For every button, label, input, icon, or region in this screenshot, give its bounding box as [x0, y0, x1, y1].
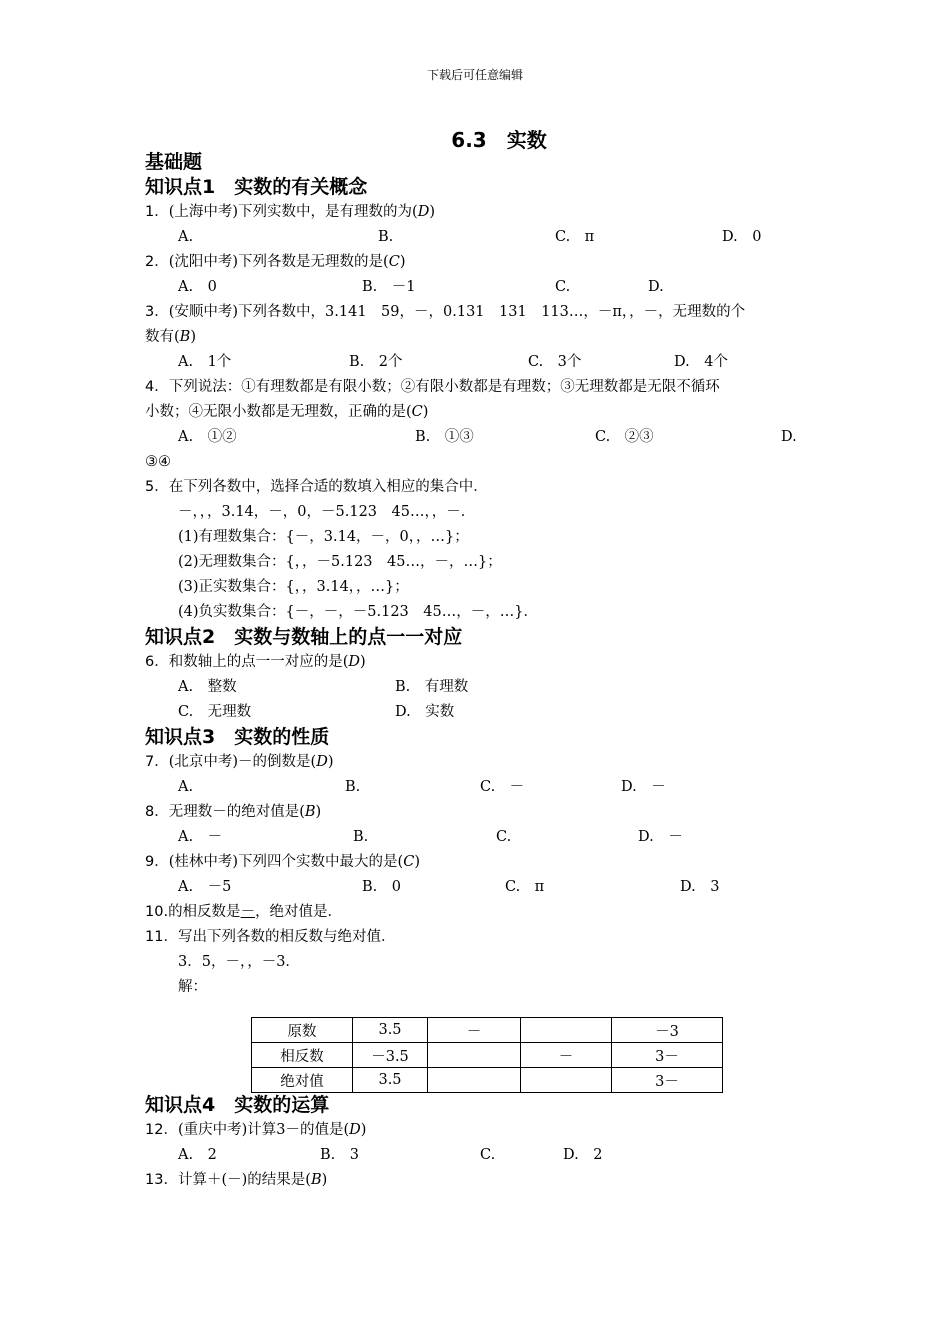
- knowledge-point-1-heading: 知识点1 实数的有关概念: [145, 176, 368, 198]
- question-4-option-d-wrap: ③④: [145, 454, 171, 470]
- question-9-options: [145, 875, 810, 900]
- table-cell: [521, 1068, 612, 1093]
- option-a: A. ①②: [178, 429, 237, 445]
- table-cell: 3.5: [353, 1018, 428, 1043]
- answer: C: [411, 404, 423, 420]
- knowledge-point-3-heading: 知识点3 实数的性质: [145, 726, 330, 748]
- table-row: [252, 1068, 723, 1093]
- option-b: B.: [378, 229, 394, 245]
- option-a: A. 整数: [178, 679, 237, 695]
- table-cell: 原数: [252, 1018, 353, 1043]
- question-7: 7．(北京中考)－的倒数是(D): [145, 754, 334, 770]
- question-11-number-list: 3．5，－，，－3．: [178, 954, 300, 970]
- option-d: D. 实数: [395, 704, 455, 720]
- answer: B: [310, 1172, 322, 1188]
- option-d: D. 4个: [674, 354, 728, 370]
- answer: C: [403, 854, 415, 870]
- answer: B: [179, 329, 191, 345]
- answer: D: [417, 204, 430, 220]
- option-a: A. 2: [178, 1147, 217, 1163]
- table-cell: －: [428, 1018, 521, 1043]
- question-3-options: [145, 350, 810, 375]
- option-b: B. 0: [362, 879, 401, 895]
- option-a: A.: [178, 229, 194, 245]
- option-a: A. 1个: [178, 354, 232, 370]
- option-c: C.: [555, 279, 571, 295]
- table-cell: 3.5: [353, 1068, 428, 1093]
- table-cell: 3－: [612, 1068, 723, 1093]
- option-a: A.: [178, 779, 194, 795]
- answer: D: [349, 1122, 361, 1138]
- option-d: D. －: [638, 829, 683, 845]
- option-b: B.: [353, 829, 369, 845]
- option-d: D. 2: [563, 1147, 603, 1163]
- option-a: A. －: [178, 829, 223, 845]
- question-4: 4．下列说法：①有理数都是有限小数；②有限小数都是有理数；③无理数都是无限不循环: [145, 379, 720, 395]
- question-13: 13．计算＋(－)的结果是(B): [145, 1172, 328, 1188]
- option-c: C. 无理数: [178, 704, 252, 720]
- content: [145, 150, 810, 1193]
- question-6: 6．和数轴上的点一一对应的是(D): [145, 654, 366, 670]
- option-c: C.: [480, 1147, 496, 1163]
- table-row: [252, 1018, 723, 1043]
- question-8: 8．无理数－的绝对值是(B): [145, 804, 322, 820]
- question-4-cont: 小数；④无限小数都是无理数，正确的是(C): [145, 404, 429, 420]
- table-cell: －3: [612, 1018, 723, 1043]
- page-title: 6.3 实数: [451, 128, 547, 152]
- option-a: A. －5: [178, 879, 232, 895]
- option-d: D.: [648, 279, 664, 295]
- table-row: [252, 1043, 723, 1068]
- table-cell: 3－: [612, 1043, 723, 1068]
- question-4-options: [145, 425, 810, 450]
- answer: C: [388, 254, 400, 270]
- table-cell: －3.5: [353, 1043, 428, 1068]
- question-5-number-list: －，，，3.14，－，0，－5.123 45…，，－．: [178, 504, 476, 520]
- option-c: C. π: [555, 229, 595, 245]
- option-b: B. 2个: [349, 354, 403, 370]
- negative-real-set: (4)负实数集合：{－，－，－5.123 45…，－，…}．: [178, 604, 538, 620]
- table-cell: －: [521, 1043, 612, 1068]
- knowledge-point-4-heading: 知识点4 实数的运算: [145, 1094, 330, 1116]
- table-cell: 绝对值: [252, 1068, 353, 1093]
- question-3: 3．(安顺中考)下列各数中，3.141 59，－，0.131 131 113…，－π，，－，无理数的个: [145, 304, 746, 320]
- option-b: B. 3: [320, 1147, 359, 1163]
- question-6-options-row1: [145, 675, 810, 700]
- option-b: B. 有理数: [395, 679, 469, 695]
- solution-label: 解：: [178, 979, 207, 995]
- question-7-options: [145, 775, 810, 800]
- option-c: C. π: [505, 879, 545, 895]
- answer: D: [316, 754, 328, 770]
- table-cell: 相反数: [252, 1043, 353, 1068]
- option-d: D.: [781, 429, 797, 445]
- question-1: 1．(上海中考)下列实数中，是有理数的为(D): [145, 204, 436, 220]
- knowledge-point-2-heading: 知识点2 实数与数轴上的点一一对应: [145, 626, 463, 648]
- option-d: D. －: [621, 779, 666, 795]
- table-cell: [428, 1068, 521, 1093]
- question-12: 12．(重庆中考)计算3－的值是(D): [145, 1122, 367, 1138]
- rational-set: (1)有理数集合：{－，3.14，－，0，，…}；: [178, 529, 469, 545]
- answer: B: [304, 804, 316, 820]
- option-d: D. 3: [680, 879, 720, 895]
- question-10: 10.的相反数是－，绝对值是．: [145, 904, 343, 920]
- table-cell: [428, 1043, 521, 1068]
- question-5: 5．在下列各数中，选择合适的数填入相应的集合中．: [145, 479, 488, 495]
- option-c: C.: [496, 829, 512, 845]
- question-9: 9．(桂林中考)下列四个实数中最大的是(C): [145, 854, 420, 870]
- option-c: C. －: [480, 779, 525, 795]
- positive-real-set: (3)正实数集合：{，，3.14，，…}；: [178, 579, 409, 595]
- question-1-options: [145, 225, 810, 250]
- answer-blank: －: [240, 904, 256, 920]
- option-d: D. 0: [722, 229, 762, 245]
- question-8-options: [145, 825, 810, 850]
- option-c: C. ②③: [595, 429, 654, 445]
- option-b: B. ①③: [415, 429, 474, 445]
- page-header: 下载后可任意编辑: [426, 68, 523, 82]
- option-c: C. 3个: [528, 354, 582, 370]
- irrational-set: (2)无理数集合：{，，－5.123 45…，－，…}；: [178, 554, 502, 570]
- question-12-options: [145, 1143, 810, 1168]
- answer: D: [348, 654, 361, 670]
- question-6-options-row2: [145, 700, 810, 725]
- option-b: B. －1: [362, 279, 416, 295]
- option-b: B.: [345, 779, 361, 795]
- question-2-options: [145, 275, 810, 300]
- option-a: A. 0: [178, 279, 217, 295]
- question-3-cont: 数有(B): [145, 329, 196, 345]
- answer-table: [251, 1017, 723, 1093]
- table-cell: [521, 1018, 612, 1043]
- question-2: 2．(沈阳中考)下列各数是无理数的是(C): [145, 254, 406, 270]
- section-basic-heading: 基础题: [145, 151, 203, 173]
- question-11: 11．写出下列各数的相反数与绝对值．: [145, 929, 396, 945]
